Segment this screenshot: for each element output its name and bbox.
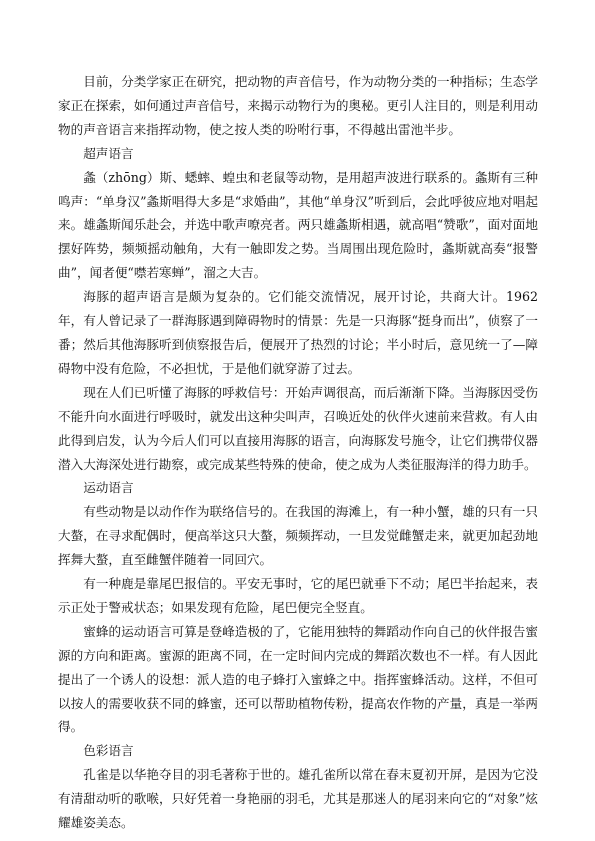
paragraph-deer: 有一种鹿是靠尾巴报信的。平安无事时，它的尾巴就垂下不动；尾巴半抬起来，表示正处于警戒状态；如果发现有危险，尾巴便完全竖直。 xyxy=(58,576,538,615)
paragraph-dolphin-distress: 现在人们已听懂了海豚的呼救信号：开始声调很高，而后渐渐下降。当海豚因受伤不能升向水面进行呼吸时，就发出这种尖叫声，召唤近处的伙伴火速前来营救。有人由此得到启发，认为今后人们可以直接用海豚的语言，向海豚发号施令，让它们携带仪器潜入大海深处进行勘察，或完成某些特殊的使命，使之成为人类征服海洋的得力助手。 xyxy=(58,384,538,472)
section-heading-motion: 运动语言 xyxy=(83,480,134,496)
paragraph-dolphin-discussion: 海豚的超声语言是颇为复杂的。它们能交流情况，展开讨论，共商大计。1962年，有人曾记录了一群海豚遇到障碍物时的情景：先是一只海豚“挺身而出”，侦察了一番；然后其他海豚听到侦察报告后，便展开了热烈的讨论；半小时后，意见统一了—障碍物中没有危险，不必担忧，于是他们就穿游了过去。 xyxy=(58,289,538,376)
paragraph-intro: 目前，分类学家正在研究，把动物的声音信号，作为动物分类的一种指标；生态学家正在探索，如何通过声音信号，来揭示动物行为的奥秘。更引人注目的，则是利用动物的声音语言来指挥动物，使之按人类的吩咐行事，不得越出雷池半步。 xyxy=(58,74,538,137)
paragraph-crab: 有些动物是以动作作为联络信号的。在我国的海滩上，有一种小蟹，雄的只有一只大螯，在寻求配偶时，便高举这只大螯，频频挥动，一旦发觉雌蟹走来，就更加起劲地挥舞大螯，直至雌蟹伴随着一同回穴。 xyxy=(58,504,538,568)
paragraph-katydid: 螽（zhōng）斯、蟋蟀、蝗虫和老鼠等动物，是用超声波进行联系的。螽斯有三种鸣声：“单身汉”螽斯唱得大多是“求婚曲”，其他“单身汉”听到后，会此呼彼应地对唱起来。雄螽斯闻乐赴会，并选中歌声嘹亮者。两只雄螽斯相遇，就高唱“赞歌”，面对面地摆好阵势，频频摇动触角，大有一触即发之势。当周围出现危险时，螽斯就高奏“报警曲”，闻者便“噤若寒蝉”，溜之大吉。 xyxy=(58,169,538,281)
document-page xyxy=(58,70,538,835)
section-heading-color: 色彩语言 xyxy=(83,743,134,759)
paragraph-peacock: 孔雀是以华艳夺目的羽毛著称于世的。雄孔雀所以常在春末夏初开屏，是因为它没有清甜动听的歌喉，只好凭着一身艳丽的羽毛，尤其是那迷人的尾羽来向它的“对象”炫耀雄姿美态。 xyxy=(58,767,538,831)
section-heading-ultrasonic: 超声语言 xyxy=(83,145,134,161)
paragraph-bee: 蜜蜂的运动语言可算是登峰造极的了，它能用独特的舞蹈动作向自己的伙伴报告蜜源的方向和距离。蜜源的距离不同，在一定时间内完成的舞蹈次数也不一样。有人因此提出了一个诱人的设想：派人造的电子蜂打入蜜蜂之中。指挥蜜蜂活动。这样，不但可以按人的需要收获不同的蜂蜜，还可以帮助植物传粉，提高农作物的产量，真是一举两得。 xyxy=(58,623,538,735)
